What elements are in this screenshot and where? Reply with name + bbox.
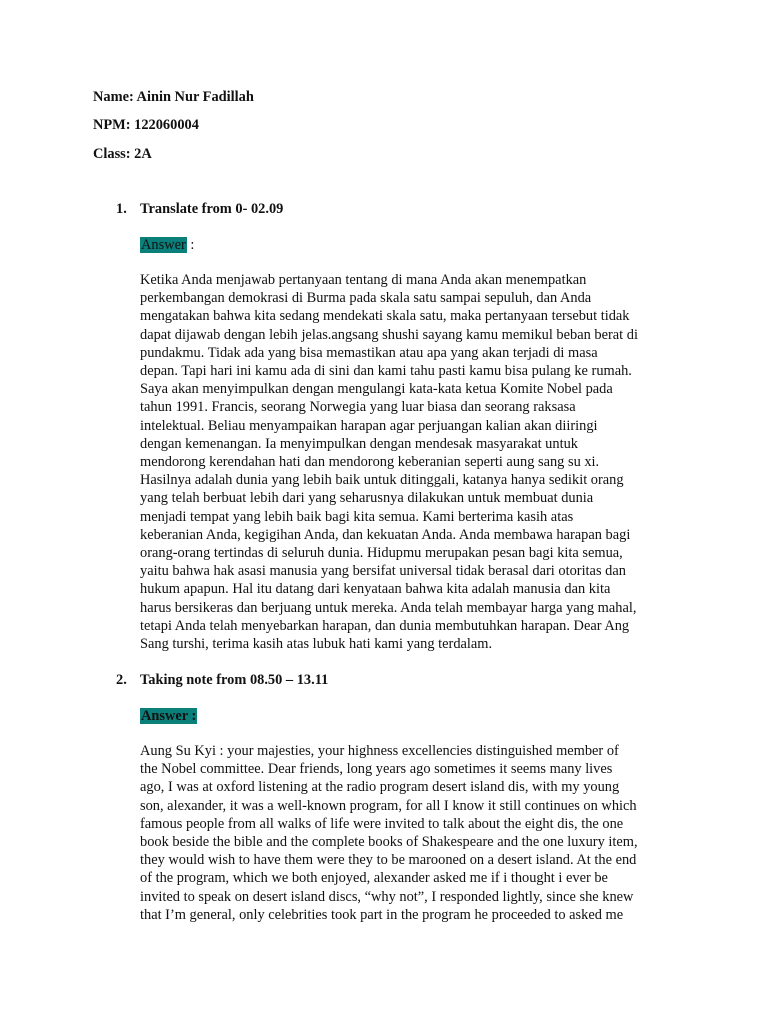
section-1-title: Translate from 0- 02.09 bbox=[140, 201, 284, 217]
answer-highlight: Answer : bbox=[141, 708, 197, 724]
paragraph-line: famous people from all walks of life were invited to talk about the eight dis, the one bbox=[140, 815, 624, 832]
paragraph-line: menjadi tempat yang lebih baik bagi kita semua. Kami berterima kasih atas bbox=[140, 508, 574, 525]
paragraph-line: that I’m general, only celebrities took part in the program he proceeded to asked me bbox=[140, 906, 624, 923]
paragraph-line: tetapi Anda telah menyebarkan harapan, dan dunia membutuhkan harapan. Dear Ang bbox=[140, 617, 630, 634]
section-2-answer-label bbox=[140, 707, 197, 725]
section-2-title: Taking note from 08.50 – 13.11 bbox=[140, 672, 329, 688]
paragraph-line: perkembangan demokrasi di Burma pada skala satu sampai sepuluh, dan Anda bbox=[140, 290, 592, 307]
paragraph-line: tahun 1991. Francis, seorang Norwegia yang luar biasa dan seorang raksasa bbox=[140, 399, 576, 416]
answer-colon: : bbox=[186, 237, 195, 253]
paragraph-line: Aung Su Kyi : your majesties, your highness excellencies distinguished member of bbox=[140, 743, 619, 759]
paragraph-line: the Nobel committee. Dear friends, long years ago sometimes it seems many lives bbox=[140, 761, 613, 778]
paragraph-line: book beside the bible and the complete books of Shakespeare and the one luxury item, bbox=[140, 834, 638, 851]
paragraph-line: harus bersikeras dan berjuang untuk mereka. Anda telah membayar harga yang mahal, bbox=[140, 599, 637, 616]
paragraph-line: mendorong kerendahan hati dan mendorong keberanian seperti aung sang su xi. bbox=[140, 454, 600, 471]
paragraph-line: they would wish to have them were they to be marooned on a desert island. At the end bbox=[140, 852, 637, 869]
paragraph-line: ago, I was at oxford listening at the radio program desert island dis, with my young bbox=[140, 779, 620, 796]
paragraph-line: Sang turshi, terima kasih atas lubuk hati kami yang terdalam. bbox=[140, 636, 493, 653]
section-1-paragraph bbox=[140, 271, 680, 653]
paragraph-line: yang telah berbuat lebih dari yang seharusnya dilakukan untuk membuat dunia bbox=[140, 490, 594, 507]
answer-highlight: Answer bbox=[141, 237, 186, 253]
paragraph-line: dengan kemenangan. Ia menyimpulkan dengan mendesak masyarakat untuk bbox=[140, 435, 578, 452]
paragraph-line: Hasilnya adalah dunia yang lebih baik untuk ditinggali, katanya hanya sedikit orang bbox=[140, 472, 624, 489]
paragraph-line: son, alexander, it was a well-known program, for all I know it still continues on which bbox=[140, 797, 637, 814]
paragraph-line: mengatakan bahwa kita sedang mendekati skala satu, maka pertanyaan tersebut tidak bbox=[140, 308, 630, 325]
section-2-number: 2. bbox=[116, 672, 127, 688]
section-1-answer-label bbox=[140, 236, 194, 254]
paragraph-line: hukum apapun. Hal itu datang dari kenyataan bahwa kita adalah manusia dan kita bbox=[140, 581, 611, 598]
paragraph-line: yaitu bahwa hak asasi manusia yang bersifat universal tidak berasal dari otoritas dan bbox=[140, 563, 626, 580]
paragraph-line: Saya akan menyimpulkan dengan mengulangi kata-kata ketua Komite Nobel pada bbox=[140, 381, 613, 398]
paragraph-line: Ketika Anda menjawab pertanyaan tentang di mana Anda akan menempatkan bbox=[140, 272, 587, 288]
section-2-paragraph bbox=[140, 742, 680, 924]
student-npm: NPM: 122060004 bbox=[93, 117, 199, 133]
paragraph-line: intelektual. Beliau menyampaikan harapan agar perjuangan kalian akan diiringi bbox=[140, 417, 598, 434]
student-class: Class: 2A bbox=[93, 146, 152, 162]
paragraph-line: invited to speak on desert island discs, “why not”, I responded lightly, since she knew bbox=[140, 888, 634, 905]
student-name: Name: Ainin Nur Fadillah bbox=[93, 89, 254, 105]
paragraph-line: of the program, which we both enjoyed, alexander asked me if i thought i ever be bbox=[140, 870, 608, 887]
paragraph-line: orang-orang tertindas di seluruh dunia. Hidupmu merupakan pesan bagi kita semua, bbox=[140, 545, 623, 562]
paragraph-line: depan. Tapi hari ini kamu ada di sini dan kami tahu pasti kamu bisa pulang ke rumah. bbox=[140, 363, 632, 380]
paragraph-line: keberanian Anda, kegigihan Anda, dan kekuatan Anda. Anda membawa harapan bagi bbox=[140, 526, 631, 543]
paragraph-line: pundakmu. Tidak ada yang bisa memastikan atau apa yang akan terjadi di masa bbox=[140, 344, 598, 361]
section-1-number: 1. bbox=[116, 201, 127, 217]
paragraph-line: dapat dijawab dengan lebih jelas.angsang shushi sayang kamu memikul beban berat di bbox=[140, 326, 638, 343]
